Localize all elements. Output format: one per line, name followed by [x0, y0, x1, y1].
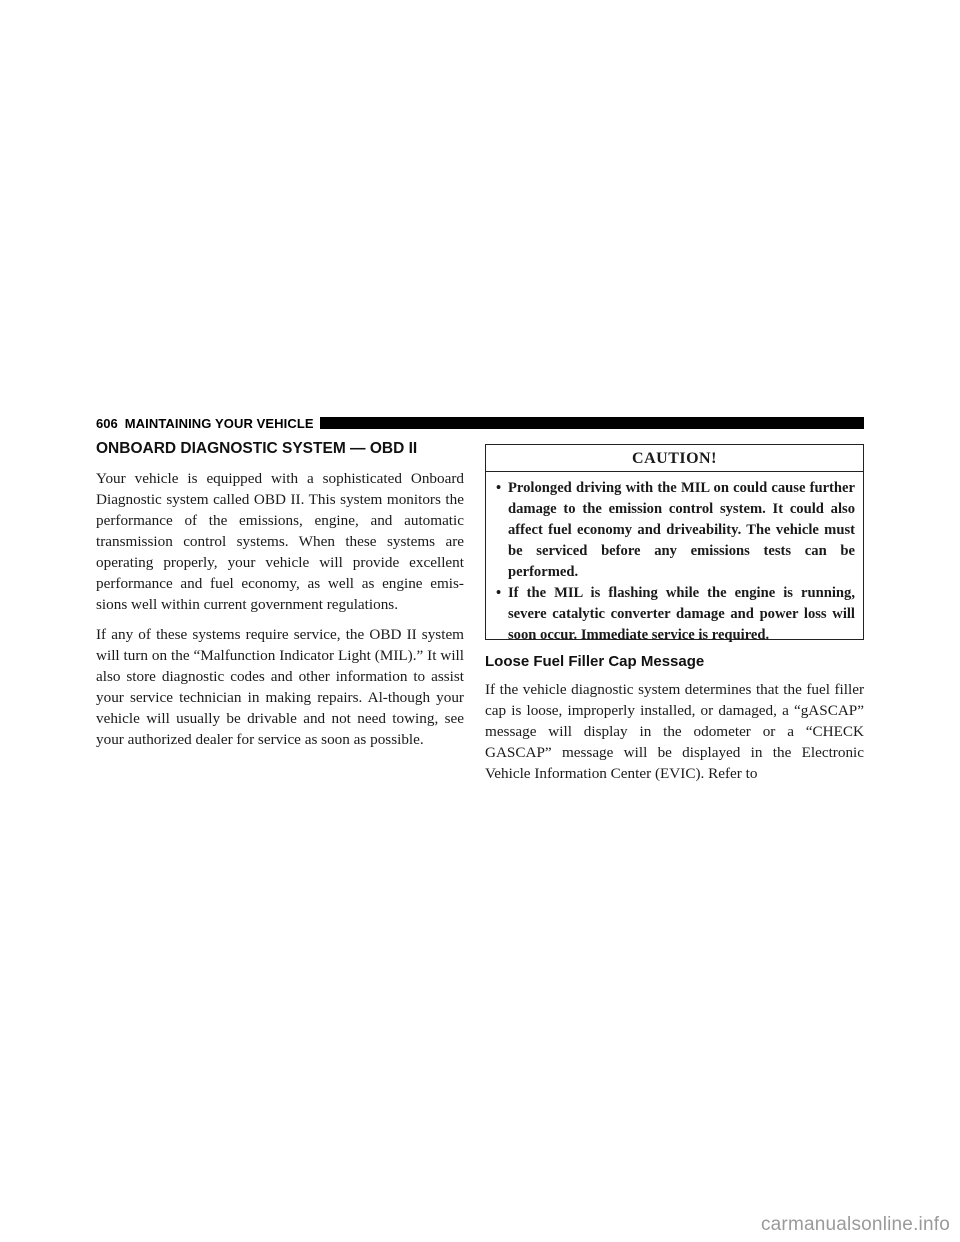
section-title: MAINTAINING YOUR VEHICLE — [124, 415, 314, 431]
fuel-cap-paragraph: If the vehicle diagnostic system determines that the fuel filler cap is loose, improperly installed, or damaged, a “gASCAP” message will display in the odometer or a “CHECK GASCAP” message will be displayed in the Electronic Vehicle Information Center (EVIC). Refer to — [485, 681, 864, 782]
left-column — [96, 439, 464, 759]
bullet-icon: • — [496, 585, 502, 601]
page-number: 606 — [96, 415, 118, 431]
fuel-cap-heading: Loose Fuel Filler Cap Message — [485, 653, 705, 670]
obd-paragraph-2: If any of these systems require service, the OBD II system will turn on the “Malfunction Indicator Light (MIL).” It will also store diagnostic codes and other information to assist your service technician in making repairs. Al-though your vehicle will usually be drivable and not need towing, see your authorized dealer for service as soon as possible. — [96, 626, 464, 748]
obd-heading: ONBOARD DIAGNOSTIC SYSTEM — OBD II — [96, 440, 418, 457]
caution-title: CAUTION! — [486, 447, 863, 472]
site-watermark: carmanualsonline.info — [760, 1214, 950, 1235]
header-rule — [320, 417, 864, 429]
caution-item-text: If the MIL is flashing while the engine is running, severe catalytic converter damage and power loss will soon occur. Immediate service is required. — [508, 585, 855, 643]
caution-box — [485, 444, 864, 643]
page-header — [96, 414, 864, 432]
right-column — [485, 444, 864, 793]
bullet-icon: • — [496, 480, 502, 496]
caution-item-text: Prolonged driving with the MIL on could cause further damage to the emission control system. It could also affect fuel economy and driveability. The vehicle must be serviced before any emissions tests can be performed. — [508, 480, 855, 580]
caution-item — [496, 478, 855, 583]
obd-paragraph-1: Your vehicle is equipped with a sophisticated Onboard Diagnostic system called OBD II. This system monitors the performance of the emissions, engine, and automatic transmission control systems. When these systems are operating properly, your vehicle will provide excellent performance and fuel economy, as well as engine emis-sions well within current government regulations. — [96, 470, 464, 613]
caution-list — [486, 478, 863, 646]
caution-item — [496, 583, 855, 646]
